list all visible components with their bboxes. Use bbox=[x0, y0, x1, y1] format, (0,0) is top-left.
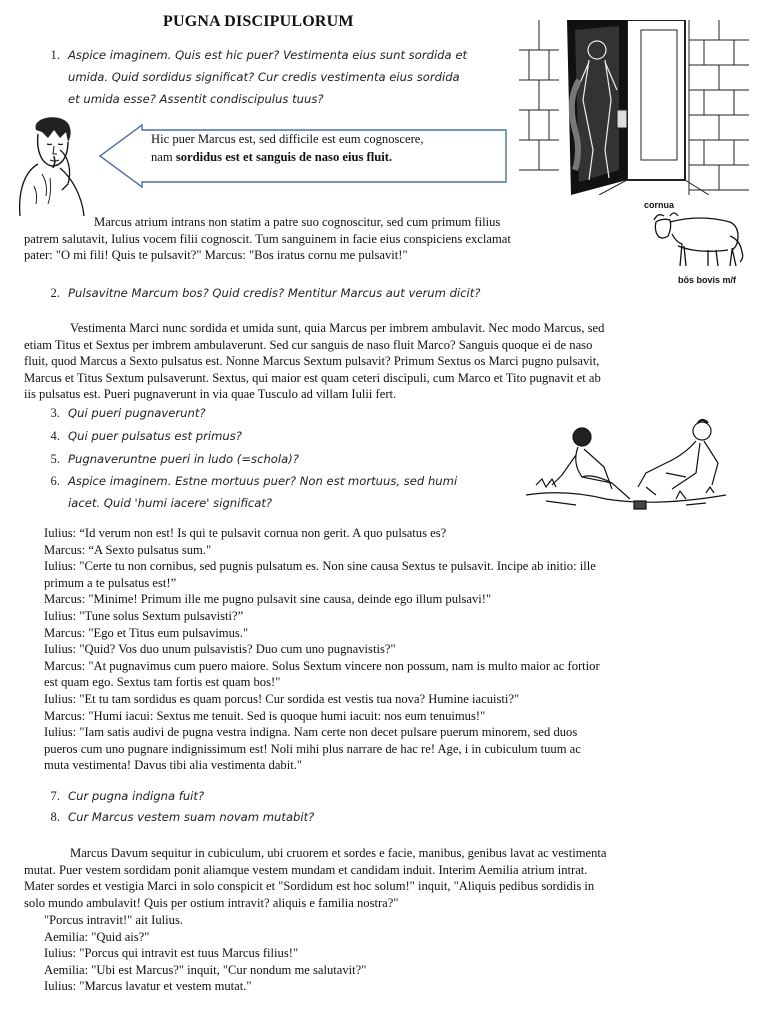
dialogue-line: pueros cum uno pugnare indignissimum est! Noli mihi plus narrare de hac re! Age, i in cubiculum tuum ac bbox=[44, 741, 581, 756]
question-text: et umida esse? Assentit condiscipulus tuus? bbox=[68, 92, 324, 106]
dialogue-line: Iulius: "Et tu tam sordidus es quam porcus! Cur sordida est vestis tua nova? Humine iacuisti?" bbox=[44, 691, 520, 706]
question-number: 7. bbox=[50, 789, 60, 803]
question-text: Pugnaveruntne pueri in ludo (=schola)? bbox=[68, 452, 299, 466]
callout-text bbox=[151, 130, 501, 166]
paragraph-line: Marcus et Titus Sextum pulsaverunt. Sextus, qui maior est quam ceteri discipuli, cum Marco et Tito pugnavit et ab bbox=[24, 370, 601, 385]
paragraph-line: etiam Titus et Sextus per imbrem ambulaverunt. Sed cur sanguis de naso fluit Marco? Sanguis quoque ei de naso bbox=[24, 337, 593, 352]
question-text: Qui pueri pugnaverunt? bbox=[68, 406, 206, 420]
paragraph-line: Vestimenta Marci nunc sordida et umida sunt, quia Marcus per imbrem ambulavit. Nec modo Marcus, sed bbox=[70, 321, 605, 335]
page-title: PUGNA DISCIPULORUM bbox=[163, 13, 354, 30]
dialogue-line: Marcus: "Humi iacui: Sextus me tenuit. Sed is quoque humi iacuit: nos eum tenuimus!" bbox=[44, 708, 486, 723]
dialogue-line: Iulius: "Quid? Vos duo unum pulsavistis? Duo cum uno pugnavistis?" bbox=[44, 642, 396, 657]
boy-nosebleed-illustration bbox=[14, 112, 86, 218]
dialogue-line: Marcus: "Ego et Titus eum pulsavimus." bbox=[44, 625, 249, 640]
callout-line-2 bbox=[151, 148, 501, 166]
callout-line-1: Hic puer Marcus est, sed difficile est eum cognoscere, bbox=[151, 132, 424, 146]
paragraph-line: pater: "O mi fili! Quis te pulsavit?" Marcus: "Bos iratus cornu me pulsavit!" bbox=[24, 248, 408, 263]
dialogue-line: Aemilia: "Quid ais?" bbox=[44, 929, 150, 944]
dialogue-line: est quam ego. Sextus tam fortis est quam bos!" bbox=[44, 675, 281, 690]
dialogue-section-2 bbox=[44, 912, 734, 995]
question-text: Pulsavitne Marcum bos? Quid credis? Mentitur Marcus aut verum dicit? bbox=[68, 286, 481, 300]
question-number: 1. bbox=[50, 48, 60, 62]
paragraph-line: Mater sordes et vestigia Marci in solo conspicit et "Sordidum est hoc solum!" inquit, "Aliquis pedibus sordidis in bbox=[24, 879, 595, 894]
dialogue-line: "Porcus intravit!" ait Iulius. bbox=[44, 913, 183, 927]
callout-plain: nam bbox=[151, 150, 176, 164]
question-text: Qui puer pulsatus est primus? bbox=[68, 429, 242, 443]
question-text: Aspice imaginem. Quis est hic puer? Vestimenta eius sunt sordida et bbox=[68, 48, 467, 62]
question-number: 6. bbox=[50, 474, 60, 488]
paragraph-line: mutat. Puer vestem sordidam ponit aliamque vestem mundam et candidam induit. Interim Aemilia atrium intrat. bbox=[24, 862, 588, 877]
dialogue-line: Marcus: “A Sexto pulsatus sum." bbox=[44, 542, 212, 557]
dialogue-line: Iulius: "Marcus lavatur et vestem mutat." bbox=[44, 979, 252, 994]
dialogue-line: Iulius: “Id verum non est! Is qui te pulsavit cornua non gerit. A quo pulsatus es? bbox=[44, 526, 447, 540]
question-number: 5. bbox=[50, 452, 60, 466]
paragraph-line: Marcus atrium intrans non statim a patre suo cognoscitur, sed cum primum filius bbox=[94, 215, 501, 229]
callout-bold: sordidus est et sanguis de naso eius fluit. bbox=[175, 150, 393, 164]
paragraph-line: patrem salutavit, Iulius vocem filii cognoscit. Tum sanguinem in facie eius conspiciens exclamat bbox=[24, 231, 511, 246]
doorway-illustration bbox=[519, 20, 749, 195]
question-text: umida. Quid sordidus significat? Cur credis vestimenta eius sordida bbox=[68, 70, 460, 84]
question-text: Cur Marcus vestem suam novam mutabit? bbox=[68, 810, 315, 824]
dialogue-line: Iulius: "Tune solus Sextum pulsavisti?” bbox=[44, 608, 244, 623]
narrative-paragraph-2 bbox=[24, 320, 732, 403]
paragraph-line: fluit, quod Marcus a Sexto pulsatus est. Nonne Marcus Sextum pulsavit? Primum Sextus os Marci pugno pulsavit, bbox=[24, 354, 600, 369]
cow-illustration bbox=[648, 206, 748, 270]
paragraph-line: Marcus Davum sequitur in cubiculum, ubi cruorem et sordes e facie, manibus, genibus lavat ac vestimenta bbox=[70, 846, 607, 860]
paragraph-line: solo mundo ambulavit! Quis per ostium intravit? aliquis e familia nostra?" bbox=[24, 895, 399, 910]
dialogue-line: muta vestimenta! Davus tibi alia vestimenta dabit." bbox=[44, 758, 302, 773]
dialogue-line: Iulius: "Iam satis audivi de pugna vestra indigna. Nam certe non decet pulsare puerum minorem, sed duos bbox=[44, 725, 578, 740]
dialogue-line: Marcus: "At pugnavimus cum puero maiore. Solus Sextum vincere non possum, nam is multo maior ac fortior bbox=[44, 658, 600, 673]
question-number: 2. bbox=[50, 286, 60, 300]
dialogue-line: Iulius: "Certe tu non cornibus, sed pugnis pulsatum es. Non sine causa Sextus te pulsavit. Incipe ab initio: ille bbox=[44, 559, 596, 574]
question-number: 3. bbox=[50, 406, 60, 420]
cow-caption: bōs bovis m/f bbox=[678, 275, 737, 285]
question-number: 4. bbox=[50, 429, 60, 443]
dialogue-line: Aemilia: "Ubi est Marcus?" inquit, "Cur nondum me salutavit?" bbox=[44, 962, 367, 977]
question-text: iacet. Quid 'humi iacere' significat? bbox=[68, 496, 273, 510]
cow-label: cornua bbox=[644, 200, 675, 210]
narrative-paragraph-3 bbox=[24, 845, 732, 911]
paragraph-line: iis pulsatus est. Pueri pugnaverunt in via quae Tusculo ad villam Iulii fert. bbox=[24, 387, 397, 402]
question-number: 8. bbox=[50, 810, 60, 824]
fighting-boys-illustration bbox=[526, 415, 736, 515]
question-text: Aspice imaginem. Estne mortuus puer? Non est mortuus, sed humi bbox=[68, 474, 458, 488]
narrative-paragraph-1 bbox=[24, 214, 622, 264]
question-text: Cur pugna indigna fuit? bbox=[68, 789, 205, 803]
dialogue-line: primum a te pulsatus est!” bbox=[44, 575, 177, 590]
dialogue-section-1 bbox=[44, 525, 734, 774]
dialogue-line: Marcus: "Minime! Primum ille me pugno pulsavit sine causa, deinde ego illum pulsavi!" bbox=[44, 592, 492, 607]
dialogue-line: Iulius: "Porcus qui intravit est tuus Marcus filius!" bbox=[44, 946, 299, 961]
